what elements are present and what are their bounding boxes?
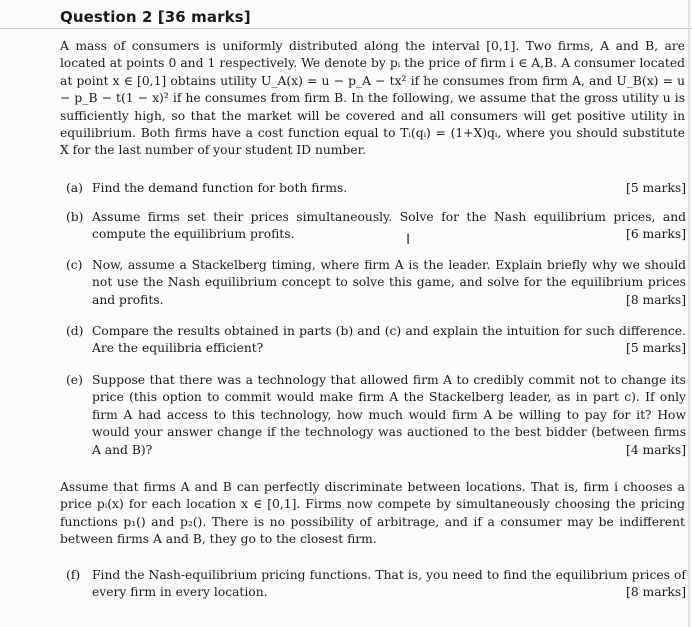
part-a-marks: [5 marks] xyxy=(626,181,686,195)
part-e-text: Suppose that there was a technology that allowed firm A to credibly commit not to change its price (this option to commit would make firm A the Stackelberg leader, as in part c). If only firm A had access to this technology, how much would firm A be willing to pay for it? How would your answer change if the technology was auctioned to the best bidder (between firms A and B)? xyxy=(92,373,686,457)
part-e-label: (e) xyxy=(66,373,83,387)
part-d-marks: [5 marks] xyxy=(626,341,686,356)
part-b-label: (b) xyxy=(66,210,84,224)
discrimination-intro: Assume that firms A and B can perfectly discriminate between locations. That is, firm i chooses a price pᵢ(x) for each location x ∈ [0,1]. Firms now compete by simultaneously choosing the pricing functions p₁() and p₂(). There is no possibility of arbitrage, and if a consumer may be indifferent between firms A and B, they go to the closest firm. xyxy=(60,480,685,547)
part-e xyxy=(66,372,686,459)
part-b xyxy=(66,209,686,244)
question-intro: A mass of consumers is uniformly distributed along the interval [0,1]. Two firms, A and B, are located at points 0 and 1 respectively. We denote by pᵢ the price of firm i ∈ A,B. A consumer located at point x ∈ [0,1] obtains utility U_A(x) = u − p_A − tx² if he consumes from firm A, and U_B(x) = u − p_B − t(1 − x)² if he consumes from firm B. In the following, we assume that the gross utility u is sufficiently high, so that the market will be covered and all consumers will get positive utility in equilibrium. Both firms have a cost function equal to Tᵢ(qᵢ) = (1+X)qᵢ, where you should substitute X for the last number of your student ID number. xyxy=(60,39,685,158)
title-divider xyxy=(0,28,692,29)
part-a-text: Find the demand function for both firms. xyxy=(92,181,348,195)
part-f xyxy=(66,567,686,602)
part-c xyxy=(66,257,686,309)
part-d-label: (d) xyxy=(66,324,84,338)
part-f-label: (f) xyxy=(66,568,81,582)
part-d-text: Compare the results obtained in parts (b) and (c) and explain the intuition for such difference. Are the equilibria efficient? xyxy=(92,324,686,356)
part-b-text: Assume firms set their prices simultaneously. Solve for the Nash equilibrium prices, and compute the equilibrium profits. xyxy=(92,210,686,242)
part-f-text: Find the Nash-equilibrium pricing functions. That is, you need to find the equilibrium prices of every firm in every location. xyxy=(92,568,686,600)
part-e-marks: [4 marks] xyxy=(626,442,686,457)
part-f-marks: [8 marks] xyxy=(626,585,686,600)
part-c-marks: [8 marks] xyxy=(626,292,686,307)
part-a-label: (a) xyxy=(66,181,83,195)
part-d xyxy=(66,323,686,358)
question-title: Question 2 [36 marks] xyxy=(60,8,251,26)
part-c-label: (c) xyxy=(66,258,83,272)
text-cursor-icon: I xyxy=(406,232,411,248)
part-b-marks: [6 marks] xyxy=(626,227,686,242)
page-edge-divider xyxy=(688,0,690,627)
part-c-text: Now, assume a Stackelberg timing, where firm A is the leader. Explain briefly why we should not use the Nash equilibrium concept to solve this game, and solve for the equilibrium prices and profits. xyxy=(92,258,686,307)
part-a xyxy=(66,180,686,197)
